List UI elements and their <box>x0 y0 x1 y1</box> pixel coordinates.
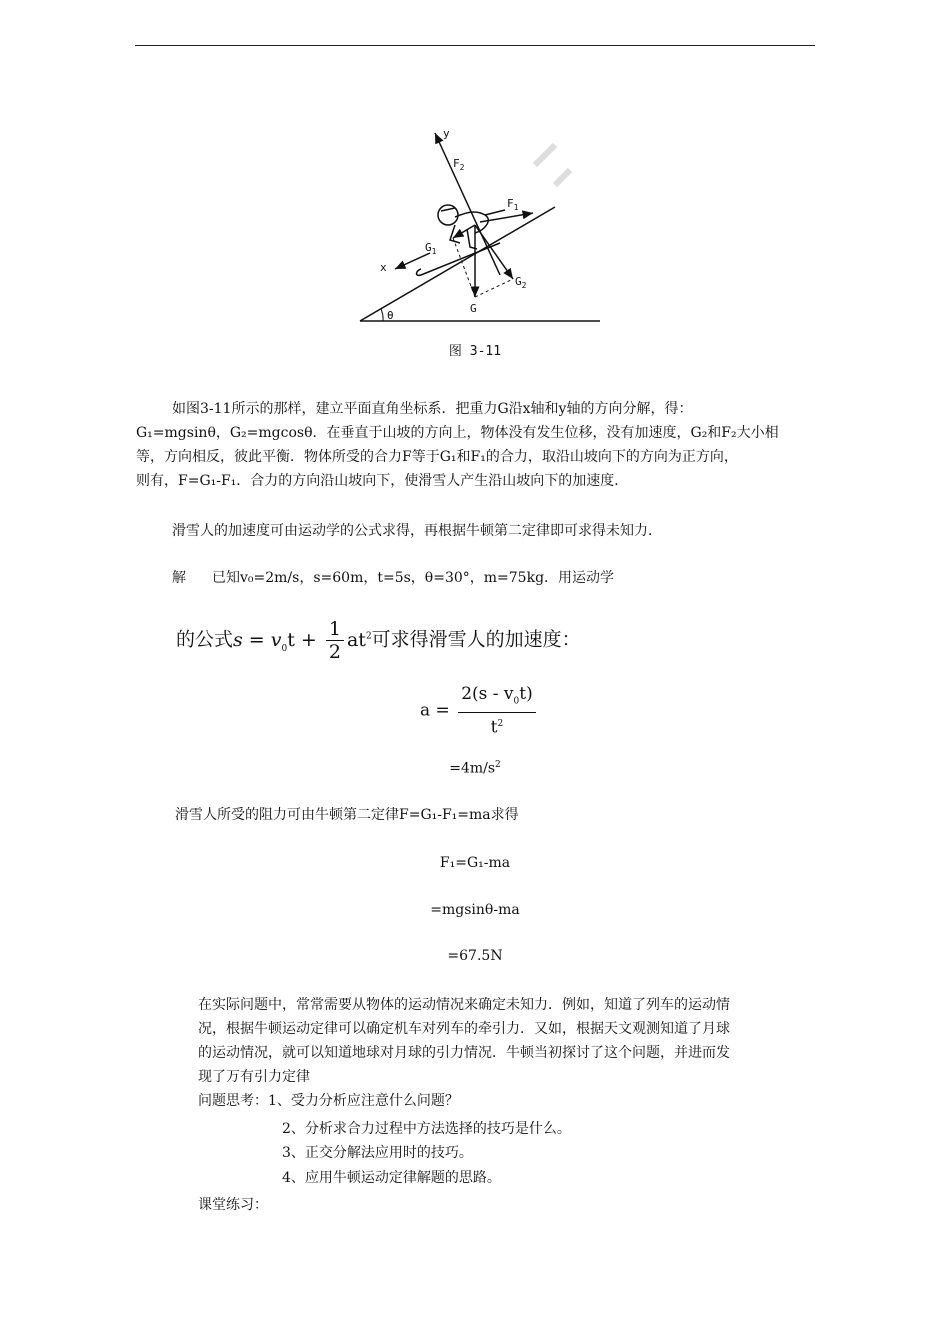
paragraph-line: 如图3-11所示的那样，建立平面直角坐标系．把重力G沿x轴和y轴的方向分解，得： <box>172 401 693 417</box>
g-label: G <box>470 302 477 315</box>
questions-label: 问题思考： <box>198 1093 268 1109</box>
paragraph-line: 况，根据牛顿运动定律可以确定机车对列车的牵引力．又如，根据天文观测知道了月球 <box>198 1021 730 1037</box>
figure-caption: 图 3-11 <box>448 344 502 359</box>
practice-heading: 课堂练习： <box>198 1197 268 1213</box>
skier-force-diagram <box>355 125 605 330</box>
paragraph-resistance: 滑雪人所受的阻力可由牛顿第二定律F=G₁-F₁=ma求得 <box>175 807 519 823</box>
formula-suffix: 可求得滑雪人的加速度： <box>371 628 581 651</box>
g2-label: $G_2$ <box>515 275 527 290</box>
x-axis-label: x <box>380 261 387 274</box>
f2-label: $F_2$ <box>453 157 465 172</box>
kinematics-formula-line <box>176 618 581 663</box>
paragraph-line: 的运动情况，就可以知道地球对月球的引力情况．牛顿当初探讨了这个问题，并进而发 <box>198 1045 730 1061</box>
equation-f1-expanded: =mgsinθ-ma <box>430 902 520 918</box>
y-axis-label: y <box>443 127 450 140</box>
equation-f1: F₁=G₁-ma <box>439 855 511 871</box>
g1-label: $G_1$ <box>425 241 437 256</box>
questions-block <box>198 1089 459 1113</box>
paragraph-solution-given <box>172 566 832 590</box>
acceleration-equation: a = $\frac{2(s - v_0t)}{t^2}$ <box>420 683 539 739</box>
paragraph-line: G₁=mgsinθ，G₂=mgcosθ．在垂直于山坡的方向上，物体没有发生位移，没有加速度，G₂和F₂大小相 <box>136 425 779 441</box>
solution-label: 解 <box>172 570 186 586</box>
acceleration-fraction: $\frac{2(s - v_0t)}{t^2}$ <box>458 683 536 739</box>
header-rule <box>135 45 815 46</box>
theta-label: θ <box>387 309 394 322</box>
paragraph-coordinate-setup <box>136 397 826 493</box>
formula: $s = v_0t$ + $\frac{1}{2}$ $at^2$ <box>233 618 372 663</box>
equation-f1-result: =67.5N <box>447 948 503 964</box>
f1-label: $F_1$ <box>507 197 519 212</box>
paragraph-practical-problems <box>198 993 830 1089</box>
formula-prefix: 的公式 <box>176 628 234 651</box>
question-3: 3、正交分解法应用时的技巧。 <box>282 1145 473 1161</box>
acceleration-result: $=4m/s^2$ <box>449 760 501 777</box>
paragraph-line: 现了万有引力定律 <box>198 1069 310 1085</box>
half-fraction: $\frac{1}{2}$ <box>326 618 344 663</box>
given-values: 已知v₀=2m/s，s=60m，t=5s，θ=30°，m=75kg．用运动学 <box>212 570 615 586</box>
paragraph-line: 则有，F=G₁-F₁．合力的方向沿山坡向下，使滑雪人产生沿山坡向下的加速度． <box>136 473 629 489</box>
question-4: 4、应用牛顿运动定律解题的思路。 <box>282 1170 501 1186</box>
paragraph-line: 等，方向相反，彼此平衡．物体所受的合力F等于G₁和F₁的合力，取沿山坡向下的方向为正方向， <box>136 449 738 465</box>
question-2: 2、分析求合力过程中方法选择的技巧是什么。 <box>282 1121 571 1137</box>
paragraph-line: 在实际问题中，常常需要从物体的运动情况来确定未知力．例如，知道了列车的运动情 <box>198 997 730 1013</box>
paragraph-acceleration-intro: 滑雪人的加速度可由运动学的公式求得，再根据牛顿第二定律即可求得未知力． <box>172 523 662 539</box>
question-1: 1、受力分析应注意什么问题？ <box>268 1093 459 1109</box>
